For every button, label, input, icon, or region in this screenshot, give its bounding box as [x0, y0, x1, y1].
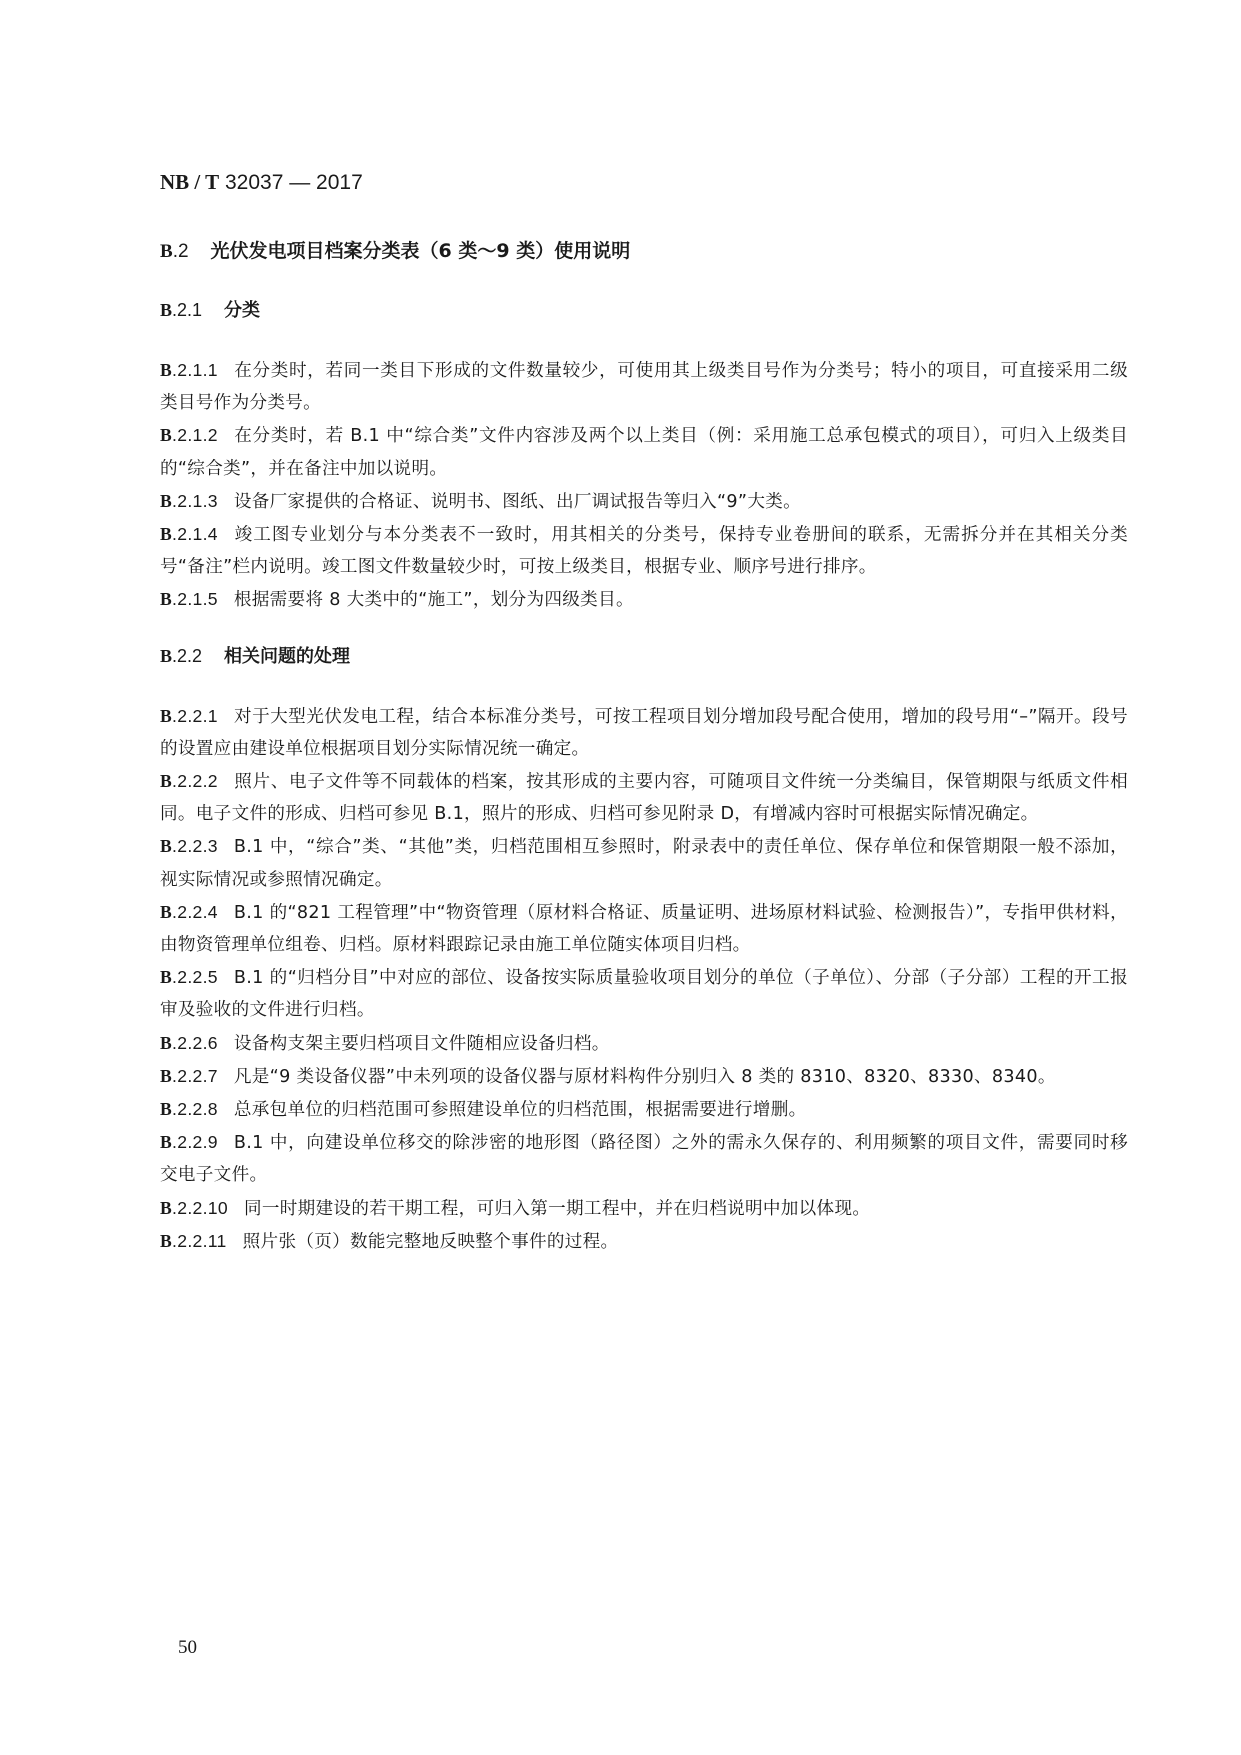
subsection-number-prefix: B — [160, 645, 173, 666]
clause-paragraph — [160, 518, 1128, 583]
clause-text: 设备厂家提供的合格证、说明书、图纸、出厂调试报告等归入“9”大类。 — [233, 491, 802, 512]
clause-number — [160, 1231, 227, 1251]
clause-number-prefix: B — [160, 836, 173, 857]
clause-text: 在分类时，若同一类目下形成的文件数量较少，可使用其上级类目号作为分类号；特小的项目，可直接采用二级类目号作为分类号。 — [160, 361, 1128, 414]
clause-text: 根据需要将 8 大类中的“施工”，划分为四级类目。 — [233, 590, 634, 611]
clause-text: B.1 的“归档分目”中对应的部位、设备按实际质量验收项目划分的单位（子单位）、分部（子分部）工程的开工报审及验收的文件进行归档。 — [160, 968, 1128, 1021]
section-number-rest: .2 — [172, 241, 189, 262]
clause-number — [160, 1198, 228, 1218]
clause-number — [160, 524, 218, 544]
subsection-number-prefix: B — [160, 300, 173, 320]
subsection-number — [160, 300, 202, 320]
clause-number-rest: .2.2.2 — [172, 771, 218, 792]
clause-number-prefix: B — [160, 1099, 173, 1120]
section-heading — [160, 236, 1128, 267]
clause-number-rest: .2.2.3 — [172, 836, 218, 857]
clause-paragraph — [160, 1060, 1128, 1093]
clause-number — [160, 902, 218, 922]
clause-number-rest: .2.2.6 — [172, 1032, 218, 1053]
clause-number-rest: .2.2.11 — [172, 1230, 227, 1251]
clause-number-prefix: B — [160, 360, 173, 380]
clause-text: B.1 的“821 工程管理”中“物资管理（原材料合格证、质量证明、进场原材料试验、检测报告）”，专指甲供材料，由物资管理单位组卷、归档。原材料跟踪记录由施工单位随实体项目归档。 — [160, 902, 1128, 956]
clause-number-prefix: B — [160, 589, 173, 610]
clause-number-rest: .2.2.1 — [172, 705, 218, 726]
clause-number — [160, 425, 218, 445]
clause-text: 同一时期建设的若干期工程，可归入第一期工程中，并在归档说明中加以体现。 — [243, 1198, 871, 1219]
clause-number-prefix: B — [160, 1132, 173, 1153]
clause-number — [160, 1099, 218, 1119]
clause-number-prefix: B — [160, 425, 173, 446]
subsection-number-rest: .2.1 — [172, 300, 203, 320]
clause-number-prefix: B — [160, 771, 173, 792]
clause-text: 竣工图专业划分与本分类表不一致时，用其相关的分类号，保持专业卷册间的联系，无需拆分并在其相关分类号“备注”栏内说明。竣工图文件数量较少时，可按上级类目，根据专业、顺序号进行排序。 — [160, 525, 1128, 578]
clause-paragraph — [160, 1027, 1128, 1060]
clause-number — [160, 1132, 218, 1152]
subsection-heading — [160, 295, 1128, 326]
section-number-prefix: B — [160, 241, 173, 262]
clause-number — [160, 706, 218, 726]
clause-text: 照片、电子文件等不同载体的档案，按其形成的主要内容，可随项目文件统一分类编目，保管期限与纸质文件相同。电子文件的形成、归档可参见 B.1，照片的形成、归档可参见附录 D，有增减内容时可根据实际情况确定。 — [160, 772, 1128, 825]
clause-number — [160, 1033, 218, 1053]
clause-number-rest: .2.1.5 — [172, 589, 218, 610]
clause-text: 设备构支架主要归档项目文件随相应设备归档。 — [233, 1033, 610, 1054]
clause-text: 对于大型光伏发电工程，结合本标准分类号，可按工程项目划分增加段号配合使用，增加的段号用“–”隔开。段号的设置应由建设单位根据项目划分实际情况统一确定。 — [160, 706, 1128, 759]
clause-number-rest: .2.2.9 — [172, 1132, 218, 1153]
clause-paragraph — [160, 830, 1128, 895]
document-body — [160, 236, 1128, 1258]
clause-paragraph — [160, 1192, 1128, 1225]
clause-number-prefix: B — [160, 901, 173, 922]
clause-paragraph — [160, 1126, 1128, 1191]
clause-number — [160, 771, 218, 791]
clause-number — [160, 589, 218, 609]
clause-number-prefix: B — [160, 1230, 173, 1251]
clause-number-rest: .2.1.3 — [172, 490, 218, 511]
section-title: 光伏发电项目档案分类表（6 类～9 类）使用说明 — [210, 240, 631, 262]
clause-number — [160, 1066, 218, 1086]
page-number: 50 — [178, 1637, 197, 1658]
clause-number — [160, 360, 218, 380]
clause-text: 照片张（页）数能完整地反映整个事件的过程。 — [242, 1231, 619, 1252]
clause-text: 总承包单位的归档范围可参照建设单位的归档范围，根据需要进行增删。 — [233, 1100, 807, 1121]
clause-number-rest: .2.1.4 — [172, 524, 218, 545]
clause-paragraph — [160, 1093, 1128, 1126]
subsection-number-rest: .2.2 — [172, 645, 203, 666]
clause-number-rest: .2.2.7 — [172, 1065, 218, 1086]
standard-prefix: NB / T — [160, 170, 220, 194]
clause-number — [160, 967, 218, 987]
subsection-title: 相关问题的处理 — [224, 645, 351, 667]
subsection-heading — [160, 641, 1128, 672]
clause-number — [160, 491, 218, 511]
clause-paragraph — [160, 1225, 1128, 1258]
clause-number-rest: .2.1.1 — [172, 360, 218, 380]
section-number — [160, 241, 189, 262]
clause-paragraph — [160, 765, 1128, 830]
standard-number: 32037 — 2017 — [219, 171, 363, 194]
clause-number-prefix: B — [160, 490, 173, 511]
subsection-number — [160, 646, 202, 666]
clause-text: B.1 中，“综合”类、“其他”类，归档范围相互参照时，附录表中的责任单位、保存单位和保管期限一般不添加，视实际情况或参照情况确定。 — [160, 837, 1128, 890]
clause-number-prefix: B — [160, 1197, 173, 1218]
clause-number-prefix: B — [160, 524, 173, 545]
clause-paragraph — [160, 354, 1128, 419]
clause-number-prefix: B — [160, 1065, 173, 1086]
subsection-title: 分类 — [224, 300, 261, 321]
clause-paragraph — [160, 700, 1128, 765]
clause-text: 凡是“9 类设备仪器”中未列项的设备仪器与原材料构件分别归入 8 类的 8310、8320、8330、8340。 — [233, 1066, 1056, 1087]
clause-number-prefix: B — [160, 1032, 173, 1053]
clause-paragraph — [160, 583, 1128, 616]
clause-number-prefix: B — [160, 967, 173, 988]
clause-number-prefix: B — [160, 705, 173, 726]
clause-paragraph — [160, 485, 1128, 518]
clause-text: B.1 中，向建设单位移交的除涉密的地形图（路径图）之外的需永久保存的、利用频繁的项目文件，需要同时移交电子文件。 — [160, 1133, 1128, 1186]
clause-number-rest: .2.2.4 — [172, 901, 218, 922]
clause-number — [160, 836, 218, 856]
standard-code-header — [160, 170, 363, 195]
clause-paragraph — [160, 961, 1128, 1026]
clause-text: 在分类时，若 B.1 中“综合类”文件内容涉及两个以上类目（例：采用施工总承包模式的项目），可归入上级类目的“综合类”，并在备注中加以说明。 — [160, 426, 1128, 479]
clause-paragraph — [160, 896, 1128, 961]
clause-paragraph — [160, 419, 1128, 484]
clause-number-rest: .2.2.10 — [172, 1197, 228, 1218]
clause-number-rest: .2.1.2 — [172, 425, 218, 446]
clause-number-rest: .2.2.8 — [172, 1099, 218, 1120]
clause-number-rest: .2.2.5 — [172, 967, 218, 988]
